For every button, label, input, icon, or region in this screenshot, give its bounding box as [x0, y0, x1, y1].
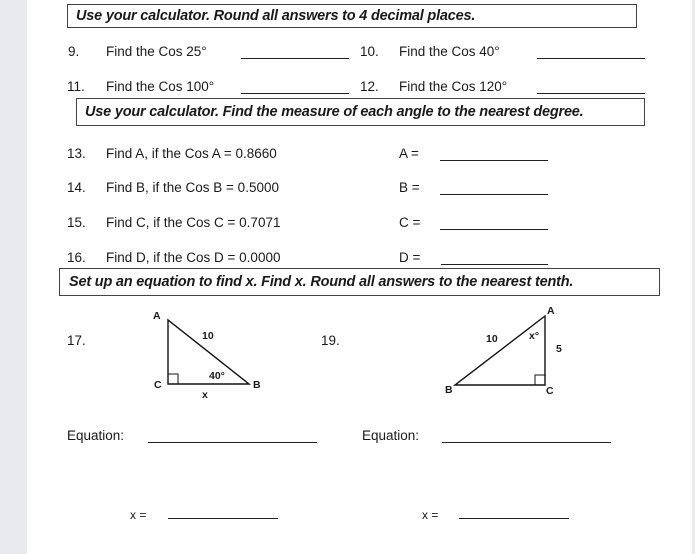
problem-number: 12. — [360, 79, 379, 94]
equation-blank-17[interactable] — [148, 442, 317, 443]
equation-label: Equation: — [67, 428, 125, 443]
vertex-label-c: C — [154, 379, 162, 391]
problem-number: 16. — [67, 250, 86, 265]
answer-label: A = — [399, 146, 419, 161]
answer-blank-16[interactable] — [441, 264, 548, 265]
vertex-label-a: A — [153, 310, 161, 322]
problem-number: 9. — [68, 44, 80, 59]
answer-blank-9[interactable] — [241, 58, 349, 59]
problem-number: 15. — [67, 215, 86, 230]
worksheet-page — [27, 0, 692, 554]
answer-blank-11[interactable] — [241, 93, 349, 94]
instruction-box-2 — [76, 98, 645, 126]
problem-number: 10. — [360, 44, 379, 59]
problem-text: Find the Cos 120° — [399, 79, 508, 94]
problem-text: Find the Cos 40° — [399, 44, 500, 59]
equation-label: Equation: — [362, 428, 420, 443]
triangle-19-diagram — [27, 0, 28, 1]
vertex-label-b: B — [253, 379, 261, 391]
answer-label: D = — [399, 250, 421, 265]
answer-blank-14[interactable] — [440, 194, 548, 195]
problem-text: Find C, if the Cos C = 0.7071 — [106, 215, 281, 230]
answer-blank-15[interactable] — [440, 229, 548, 230]
vertex-label-b: B — [445, 384, 453, 396]
x-answer-label: x = — [130, 508, 147, 522]
problem-text: Find B, if the Cos B = 0.5000 — [106, 180, 279, 195]
answer-label: B = — [399, 180, 420, 195]
vertex-label-c: C — [546, 385, 554, 397]
answer-blank-13[interactable] — [440, 160, 548, 161]
answer-blank-12[interactable] — [537, 93, 645, 94]
x-answer-blank-17[interactable] — [168, 518, 278, 519]
x-answer-blank-19[interactable] — [459, 518, 569, 519]
problem-number: 19. — [321, 333, 340, 348]
problem-number: 11. — [67, 79, 85, 94]
problem-text: Find the Cos 100° — [106, 79, 215, 94]
equation-blank-19[interactable] — [442, 442, 611, 443]
problem-number: 17. — [67, 333, 86, 348]
vertex-label-a: A — [547, 305, 555, 317]
instruction-box-1 — [67, 4, 637, 28]
answer-blank-10[interactable] — [537, 58, 645, 59]
angle-label: 40° — [209, 370, 225, 382]
instruction-box-3 — [59, 268, 660, 296]
problem-text: Find the Cos 25° — [106, 44, 207, 59]
problem-text: Find D, if the Cos D = 0.0000 — [106, 250, 281, 265]
answer-label: C = — [399, 215, 421, 230]
instruction-text: Use your calculator. Find the measure of each angle to the nearest degree. — [85, 104, 584, 120]
problem-text: Find A, if the Cos A = 0.8660 — [106, 146, 277, 161]
instruction-text: Set up an equation to find x. Find x. Round all answers to the nearest tenth. — [69, 274, 574, 290]
problem-number: 14. — [67, 180, 86, 195]
side-x-label: x — [202, 389, 208, 401]
side-5-label: 5 — [556, 343, 562, 355]
problem-number: 13. — [67, 146, 86, 161]
hypotenuse-label: 10 — [202, 330, 214, 342]
x-answer-label: x = — [422, 508, 439, 522]
hypotenuse-label: 10 — [486, 333, 498, 345]
instruction-text: Use your calculator. Round all answers to 4 decimal places. — [76, 8, 476, 24]
angle-x-label: x° — [529, 330, 540, 342]
